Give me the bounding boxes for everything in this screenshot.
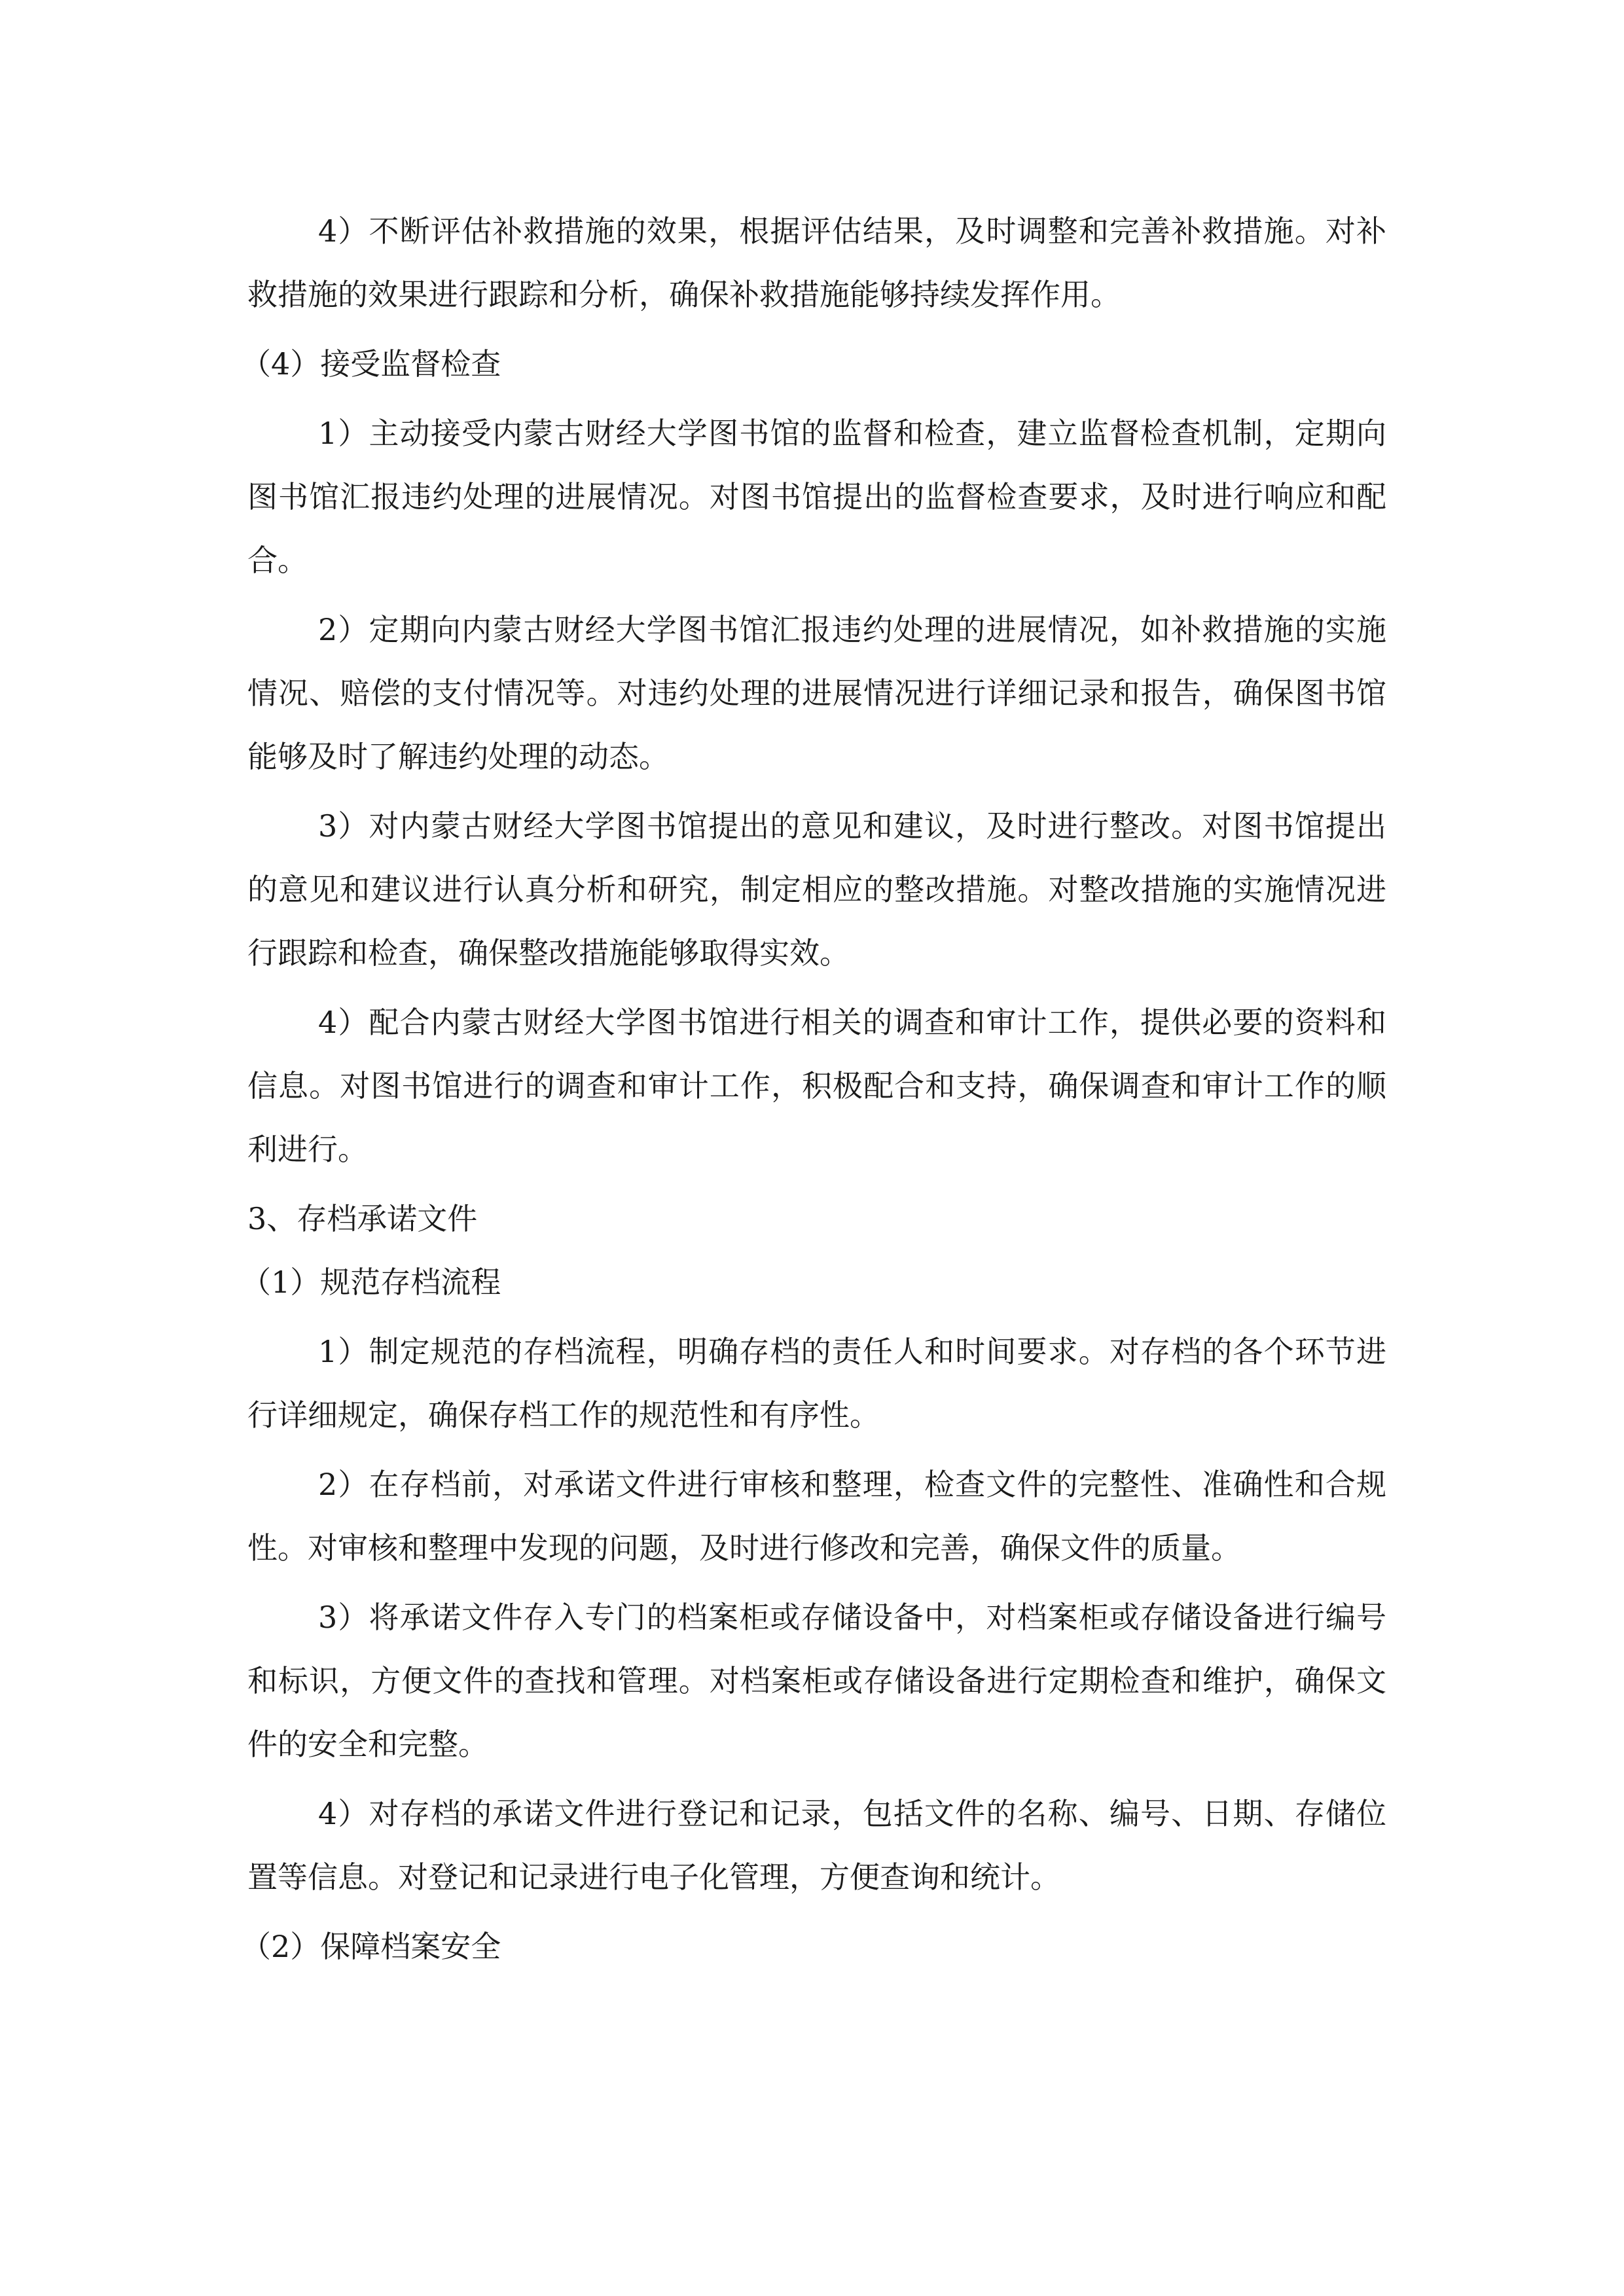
section-heading-archive: 3、存档承诺文件 bbox=[247, 1201, 478, 1236]
paragraph-supervision-3: 3）对内蒙古财经大学图书馆提出的意见和建议，及时进行整改。对图书馆提出的意见和建议进行认真分析和研究，制定相应的整改措施。对整改措施的实施情况进行跟踪和检查，确保整改措施能够取得实效。 bbox=[247, 808, 1386, 971]
heading-archive-security: （2）保障档案安全 bbox=[241, 1929, 501, 1964]
document-page bbox=[241, 200, 1386, 1984]
heading-accept-supervision: （4）接受监督检查 bbox=[241, 346, 501, 382]
paragraph-archive-2: 2）在存档前，对承诺文件进行审核和整理，检查文件的完整性、准确性和合规性。对审核和整理中发现的问题，及时进行修改和完善，确保文件的质量。 bbox=[247, 1467, 1386, 1566]
paragraph-archive-4: 4）对存档的承诺文件进行登记和记录，包括文件的名称、编号、日期、存储位置等信息。对登记和记录进行电子化管理，方便查询和统计。 bbox=[247, 1796, 1386, 1895]
paragraph-archive-3: 3）将承诺文件存入专门的档案柜或存储设备中，对档案柜或存储设备进行编号和标识，方便文件的查找和管理。对档案柜或存储设备进行定期检查和维护，确保文件的安全和完整。 bbox=[247, 1600, 1386, 1762]
paragraph-supervision-1: 1）主动接受内蒙古财经大学图书馆的监督和检查，建立监督检查机制，定期向图书馆汇报违约处理的进展情况。对图书馆提出的监督检查要求，及时进行响应和配合。 bbox=[247, 416, 1386, 578]
heading-archive-process: （1）规范存档流程 bbox=[241, 1265, 501, 1300]
paragraph-supervision-4: 4）配合内蒙古财经大学图书馆进行相关的调查和审计工作，提供必要的资料和信息。对图书馆进行的调查和审计工作，积极配合和支持，确保调查和审计工作的顺利进行。 bbox=[247, 1005, 1386, 1167]
paragraph-remedy-evaluation: 4）不断评估补救措施的效果，根据评估结果，及时调整和完善补救措施。对补救措施的效果进行跟踪和分析，确保补救措施能够持续发挥作用。 bbox=[247, 213, 1386, 312]
paragraph-archive-1: 1）制定规范的存档流程，明确存档的责任人和时间要求。对存档的各个环节进行详细规定，确保存档工作的规范性和有序性。 bbox=[247, 1334, 1386, 1433]
paragraph-supervision-2: 2）定期向内蒙古财经大学图书馆汇报违约处理的进展情况，如补救措施的实施情况、赔偿的支付情况等。对违约处理的进展情况进行详细记录和报告，确保图书馆能够及时了解违约处理的动态。 bbox=[247, 612, 1386, 774]
